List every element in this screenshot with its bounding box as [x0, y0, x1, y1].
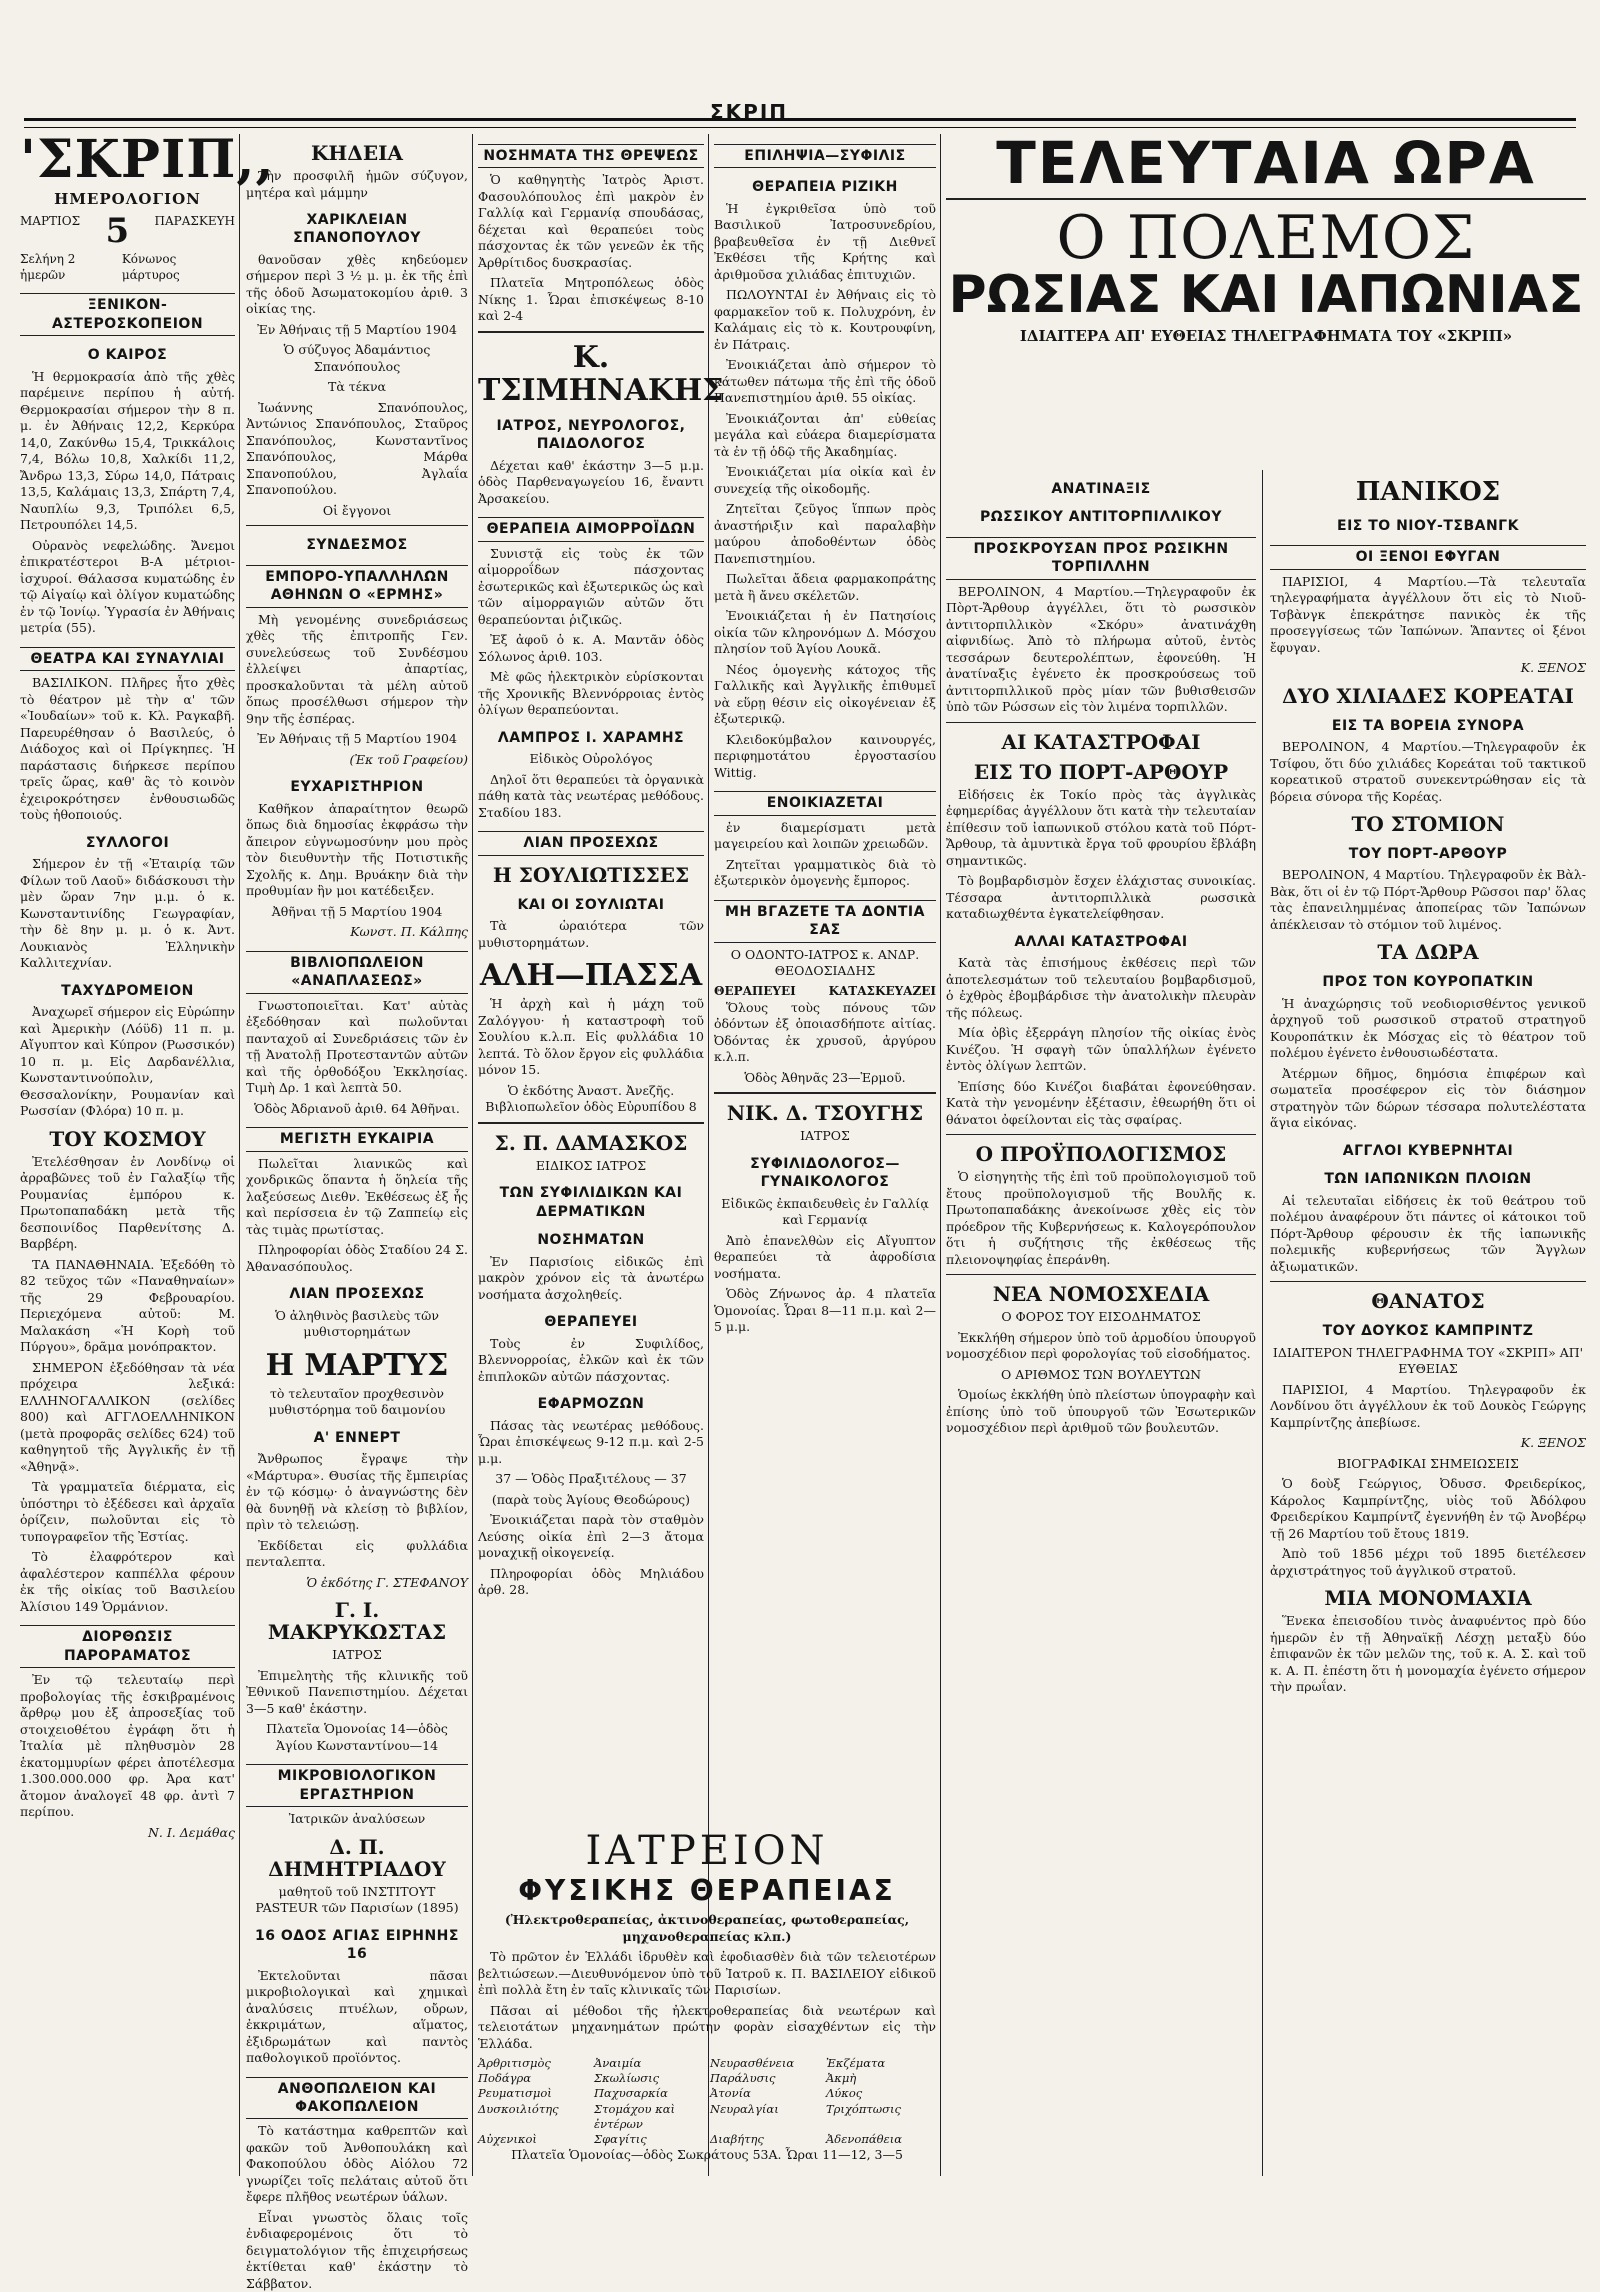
paragraph: Ἀπὸ ἐπανελθὼν εἰς Αἴγυπτον θεραπεύει τὰ ἀφροδίσια νοσήματα. — [714, 1232, 936, 1281]
section-subtitle: ΕΙΣ ΤΑ ΒΟΡΕΙΑ ΣΥΝΟΡΑ — [1331, 717, 1525, 734]
notice-grandchildren: Οἱ ἔγγονοι — [322, 502, 392, 518]
section-subtitle: ΤΟΥ ΠΟΡΤ-ΑΡΘΟΥΡ — [1348, 846, 1508, 862]
paragraph: θανοῦσαν χθὲς κηδεύομεν σήμερον περὶ 3 ½ μ. μ. ἐκ τῆς ἐπὶ τῆς ὁδοῦ Ἀσωματοκομίου ἀριθ. 3 οἰκίας της. — [246, 251, 468, 317]
section-subtitle: ΟΙ ΞΕΝΟΙ ΕΦΥΓΑΝ — [1270, 545, 1586, 569]
doctor-profession: ΙΑΤΡΟΣ, ΝΕΥΡΟΛΟΓΟΣ, ΠΑΙΔΟΛΟΓΟΣ — [496, 417, 686, 453]
doctor-profession: Εἰδικὸς Οὐρολόγος — [529, 751, 653, 767]
section-title: ΕΝΟΙΚΙΑΖΕΤΑΙ — [714, 791, 936, 815]
section-subtitle: Εἰδικῶς ἐκπαιδευθεὶς ἐν Γαλλίᾳ καὶ Γερμανίᾳ — [721, 1195, 929, 1228]
paragraph: ΠΩΛΟΥΝΤΑΙ ἐν Ἀθήναις εἰς τὸ φαρμακεῖον τοῦ κ. Πολυχρόνη, ἐν Καλάμαις εἰς τὸ κ. Κουτρουφίνη, ἐν Πάτραις. — [714, 287, 936, 352]
paragraph: Εἶναι γνωστὸς ὅλαις τοῖς ἐνδιαφερομένοις ὅτι τὸ δειγματολόγιον τῆς ἐπιχειρήσεως ἐκτίθεται καθ' ἑκάστην τὸ Σάββατον. — [246, 2209, 468, 2291]
paragraph: Πληροφορίαι ὁδὸς Σταδίου 24 Σ. Ἀθανασόπουλος. — [246, 1242, 468, 1274]
divider — [946, 1274, 1256, 1275]
section-subtitle: ΕΙΣ ΤΟ ΝΙΟΥ-ΤΣΒΑΝΓΚ — [1337, 517, 1519, 534]
section-title: ΕΦΑΡΜΟΖΩΝ — [537, 1396, 645, 1413]
paragraph: Ἐν τῷ τελευταίῳ περὶ προβολογίας τῆς ἐσκιβραμένοις ἄρθρῳ μου ἐξ ἀπροσεξίας τοῦ στοιχειοθέτου ἐγράφη ὅτι ἡ Ἰταλία μὲ πληθυσμὸν 28 ἑκατομμυρίων φέρει ἀποτέλεσμα 1.300.000.000 φρ. Ἀρα κατ' ἄτομον ἀναλογεῖ 48 φρ. ἀντὶ 7 περίπου. — [20, 1672, 235, 1820]
paragraph: Κατὰ τὰς ἐπισήμους ἐκθέσεις περὶ τῶν ἀποτελεσμάτων τοῦ τελευταίου βομβαρδισμοῦ, ὁ ἐχθρὸς ἐβομβάρδισε τὴν ἀνατολικὴν πλευρὰν τῆς πόλεως. — [946, 955, 1256, 1020]
paragraph: Ἐνοικιάζονται ἀπ' εὐθείας μεγάλα καὶ εὐάερα διαμερίσματα τὰ ἐν τῇ ὁδῷ τῆς Ἀκαδημίας. — [714, 410, 936, 459]
clinic-subtitle: ΦΥΣΙΚΗΣ ΘΕΡΑΠΕΙΑΣ — [518, 1874, 896, 1907]
paragraph: ἐν διαμερίσματι μετὰ μαγειρείου καὶ λοιπῶν χρειωδῶν. — [714, 819, 936, 852]
section-title: ΔΥΟ ΧΙΛΙΑΔΕΣ ΚΟΡΕΑΤΑΙ — [1282, 683, 1574, 708]
section-title: ΜΙΑ ΜΟΝΟΜΑΧΙΑ — [1324, 1586, 1532, 1611]
masthead-rule — [24, 118, 1576, 128]
column-1 — [20, 129, 275, 2174]
section-title: ΣΥΝΔΕΣΜΟΣ — [306, 537, 408, 554]
signature: Ὁ ἐκδότης Ἀναστ. Ἀνεζῆς. Βιβλιοπωλεῖον ὁδὸς Εὐρυπίδου 8 — [485, 1082, 697, 1115]
clinic-list-item: Παράλυσις — [710, 2071, 776, 2086]
paragraph: Ἐνοικιάζεται ἀπὸ σήμερον τὸ κάτωθεν πάτωμα τῆς ἐπὶ τῆς ὁδοῦ Πανεπιστημίου ἀριθ. 55 οἰκίας. — [714, 357, 936, 406]
section-title: ΣΥΛΛΟΓΟΙ — [85, 834, 170, 851]
clinic-list-item: Ἀρθριτισμὸς — [478, 2056, 551, 2070]
clinic-list-item: Ἀναιμία — [594, 2056, 642, 2070]
address: 16 ΟΔΟΣ ΑΓΙΑΣ ΕΙΡΗΝΗΣ 16 — [255, 1927, 459, 1963]
column-rule — [940, 134, 941, 2176]
headline: ΤΕΛΕΥΤΑΙΑ ΩΡΑ — [996, 129, 1536, 197]
clinic-list-item: Ἀδενοπάθεια — [826, 2131, 903, 2146]
paragraph: Ἡ ἀρχὴ καὶ ἡ μάχη τοῦ Ζαλόγγου· ἡ καταστροφὴ τοῦ Σουλίου κ.λ.π. Εἰς φυλλάδια 10 λεπτά. Τὸ ὅλον ἔργον εἰς φυλλάδια μόνον 15. — [478, 996, 704, 1078]
clinic-list-item: Σκωλίωσις — [594, 2071, 660, 2086]
masthead-name: ΣΚΡΙΠ — [710, 100, 788, 124]
book-title: Η ΜΑΡΤΥΣ — [265, 1347, 449, 1383]
clinic-list-item: Αὐχενικοὶ — [478, 2131, 537, 2146]
paragraph: Πληροφορίαι ὁδὸς Μηλιάδου ἀρθ. 28. — [478, 1565, 704, 1598]
paragraph: Ὅλους τοὺς πόνους τῶν ὀδόντων ἐξ ὁποιασδήποτε αἰτίας. Ὀδόντας ἐκ χρυσοῦ, ἀργύρου κ.λ.π. — [714, 999, 936, 1065]
paragraph: Ἐν Παρισίοις εἰδικῶς ἐπὶ μακρὸν χρόνον εἰς τὰ ἀνωτέρω νοσήματα ἀσχοληθείς. — [478, 1253, 704, 1302]
address: Πλατεῖα Ὁμονοίας 14—ὁδὸς Ἁγίου Κωνσταντίνου—14 — [266, 1721, 448, 1753]
clinic-list-item: Ποδάγρα — [478, 2071, 532, 2086]
paragraph: Πωλεῖται λιανικῶς καὶ χονδρικῶς ὅπαντα ἡ ὅηλεία τῆς λαξεύσεως Διεθν. Ἐκθέσεως ἐξ ἧς καὶ περίσσεια ἐν τῷ Ζαππείῳ εἰς τὰς τιμὰς πρωτίστας. — [246, 1155, 468, 1237]
paragraph: Τὸ βομβαρδισμὸν ἔσχεν ἐλάχιστας συνοικίας. Τέσσαρα ἀντιτορπιλλικὰ ρωσσικὰ καταδιωχθέντα ἐγκατελείφθησαν. — [946, 873, 1256, 922]
section-note: ΙΔΙΑΙΤΕΡΟΝ ΤΗΛΕΓΡΑΦΗΜΑ ΤΟΥ «ΣΚΡΙΠ» ΑΠ' ΕΥΘΕΙΑΣ — [1272, 1344, 1584, 1377]
divider — [714, 1092, 936, 1094]
section-title: ΤΟ ΣΤΟΜΙΟΝ — [1351, 812, 1505, 836]
notice-name: ΧΑΡΙΚΛΕΙΑΝ ΣΠΑΝΟΠΟΥΛΟΥ — [293, 212, 421, 247]
section-title: ΘΑΝΑΤΟΣ — [1371, 1289, 1485, 1314]
signature: Ὁ ἐκδότης Γ. ΣΤΕΦΑΝΟΥ — [306, 1574, 468, 1590]
paragraph: Μία ὀβὶς ἐξερράγη πλησίον τῆς οἰκίας ἐνὸς Κινέζου. Ἡ σφαγὴ τῶν ὑπαλλήλων ἐγένετο ἐντὸς ὀλίγων λεπτῶν. — [946, 1025, 1256, 1074]
paragraph: Ὁ καθηγητὴς Ἰατρὸς Ἀριστ. Φασουλόπουλος ἐπὶ μακρὸν ἐν Γαλλίᾳ καὶ Γερμανίᾳ σπουδάσας, δέχεται καὶ θεραπεύει τοὺς πάσχοντας ἐκ τῶν γενεῶν ἐκ τῆς Ἀρθρίτιδος δυσκρασίας. — [478, 172, 704, 270]
divider — [246, 525, 468, 526]
paragraph: Ἐξ ἀφοῦ ὁ κ. Α. Μαντᾶν ὁδὸς Σόλωνος ἀριθ. 103. — [478, 632, 704, 664]
paragraph: Καθῆκον ἀπαραίτητον θεωρῶ ὅπως διὰ δημοσίας ἐκφράσω τὴν ἄπειρον εὐγνωμοσύνην μου πρὸς τὸν διευθυντὴν τῆς Ποτιστικῆς Σχολῆς κ. Δημ. Βρυάκην διὰ τὴν προθυμίαν ἣν μοι κατέδειξεν. — [246, 800, 468, 899]
section-subtitle: ΠΡΟΣΚΡΟΥΣΑΝ ΠΡΟΣ ΡΩΣΙΚΗΝ ΤΟΡΠΙΛΛΗΝ — [946, 537, 1256, 580]
notice-date: Ἀθῆναι τῇ 5 Μαρτίου 1904 — [271, 903, 443, 919]
column-4 — [714, 134, 936, 1814]
paragraph: Ὁδὸς Ζήνωνος ἀρ. 4 πλατεῖα Ὁμονοίας. Ὧραι 8—11 π.μ. καὶ 2—5 μ.μ. — [714, 1286, 936, 1335]
doctor-name: ΝΙΚ. Δ. ΤΣΟΥΓΗΣ — [726, 1101, 924, 1126]
address: Ὁδὸς Ἀδριανοῦ ἀριθ. 64 Ἀθῆναι. — [254, 1100, 460, 1116]
clinic-address: Πλατεῖα Ὁμονοίας—ὁδὸς Σωκράτους 53Α. Ὧραι 11—12, 3—5 — [511, 2147, 903, 2163]
doctor-profession: ΙΑΤΡΟΣ — [332, 1647, 382, 1663]
section-title: ΑΙ ΚΑΤΑΣΤΡΟΦΑΙ — [1001, 729, 1201, 754]
section-subtitle: ΠΡΟΣ ΤΟΝ ΚΟΥΡΟΠΑΤΚΙΝ — [1322, 974, 1534, 991]
paragraph: Νέος ὁμογενὴς κάτοχος τῆς Γαλλικῆς καὶ Ἀγγλικῆς ἐπιθυμεῖ νὰ εὕρῃ θέσιν εἰς οἰκογένειαν ἐξ ἐξωτερικῷ. — [714, 661, 936, 727]
paragraph: Γνωστοποιεῖται. Κατ' αὐτὰς ἐξεδόθησαν καὶ πωλοῦνται πανταχοῦ αἱ Συνεδριάσεις τῶν ἐν τῇ Ἀνατολῇ Προτεσταντῶν αὐτῶν καὶ τῆς ὀρθοδόξου Ἐκκλησίας. Τιμὴ Δρ. 1 καὶ λεπτὰ 50. — [246, 997, 468, 1096]
paragraph: Ἐκκλήθη σήμερον ὑπὸ τοῦ ἀρμοδίου ὑπουργοῦ νομοσχέδιον περὶ φορολογίας τοῦ εἰσοδήματος. — [946, 1329, 1256, 1362]
signature: Ν. Ι. Δεμάθας — [147, 1824, 235, 1840]
address-note: (παρὰ τοὺς Ἁγίους Θεοδώρους) — [491, 1491, 691, 1507]
paragraph: Πάσας τὰς νεωτέρας μεθόδους. Ὧραι ἐπισκέψεως 9-12 π.μ. καὶ 2-5 μ.μ. — [478, 1417, 704, 1466]
divider — [946, 722, 1256, 723]
section-subtitle: ΘΕΡΑΠΕΙΑ ΡΙΖΙΚΗ — [752, 179, 898, 196]
clinic-list-item: Σφαγίτις — [594, 2131, 647, 2146]
clinic-list-item: Διαβήτης — [710, 2131, 764, 2146]
section-title: ΝΕΑ ΝΟΜΟΣΧΕΔΙΑ — [992, 1282, 1210, 1307]
paragraph: Ἀναχωρεῖ σήμερον εἰς Εὐρώπην καὶ Ἀμερικὴν (Λόϋδ) 11 π. μ. Αἴγυπτον καὶ Κύπρον (Ρωσσικόν) 10 π. μ. Εἰς Δαρδανέλλια, Κωνσταντινούπολιν, Θεσσαλονίκην, Ρουμανίαν καὶ Ρωσσίαν (Φλόρα) 10 π. μ. — [20, 1004, 235, 1119]
column-rule — [239, 134, 240, 2176]
notice-spouse: Ὁ σύζυγος Ἀδαμάντιος Σπανόπουλος — [283, 342, 431, 374]
author-name: Α' ΕΝΝΕΡΤ — [313, 1429, 401, 1446]
book-title: ΑΛΗ—ΠΑΣΣΑ — [479, 958, 703, 994]
section-title: ΜΙΚΡΟΒΙΟΛΟΓΙΚΟΝ ΕΡΓΑΣΤΗΡΙΟΝ — [246, 1764, 468, 1807]
lab-name: Δ. Π. ΔΗΜΗΤΡΙΑΔΟΥ — [268, 1834, 446, 1881]
paragraph: Ἐκδίδεται εἰς φυλλάδια πενταλεπτα. — [246, 1537, 468, 1570]
paragraph: ΒΕΡΟΛΙΝΟΝ, 4 Μαρτίου. Τηλεγραφοῦν ἐκ Βὰλ-Βὰκ, ὅτι οἱ ἐν τῷ Πόρτ-Ἄρθουρ Ρῶσσοι παρ' ὅλας τὰς ἐπανειλημμένας ἀποπείρας τῶν Ἰαπώνων ἀπέκλεισαν τὸ στόμιον τοῦ λιμένος. — [1270, 867, 1586, 932]
clinic-disease-list — [478, 2056, 936, 2147]
section-subtitle: Ο ΟΔΟΝΤΟ-ΙΑΤΡΟΣ κ. ΑΝΔΡ. ΘΕΟΔΟΣΙΑΔΗΣ — [730, 946, 920, 979]
clinic-list-item: Τριχόπτωσις — [826, 2101, 901, 2116]
signature: (Ἐκ τοῦ Γραφείου) — [349, 751, 468, 767]
paragraph: Ἡ ἀναχώρησις τοῦ νεοδιορισθέντος γενικοῦ ἀρχηγοῦ τοῦ ρωσσικοῦ στρατοῦ στρατηγοῦ Κουροπάτκιν ἐκ Μόσχας εἰς τὸ θέατρον τοῦ πολέμου ἐγένετο ἐνθουσιωδέστατα. — [1270, 995, 1586, 1061]
paragraph: Ἐνοικιάζεται ἡ ἐν Πατησίοις οἰκία τῶν κληρονόμων Δ. Μόσχου πλησίον τοῦ Ἁγίου Λουκᾶ. — [714, 608, 936, 657]
paragraph: ΤΑ ΠΑΝΑΘΗΝΑΙΑ. Ἐξεδόθη τὸ 82 τεῦχος τῶν «Παναθηναίων» τῆς 29 Φεβρουαρίου. Περιεχόμενα αὐτοῦ: Μ. Μαλακάση «Ἡ Κορὴ τοῦ Πύργου», δρᾶμα μονόπρακτον. — [20, 1256, 235, 1355]
paragraph: Ὁ ἀληθινὸς βασιλεὺς τῶν μυθιστορημάτων — [275, 1307, 439, 1340]
paragraph: Ἐπίσης δύο Κινέζοι διαβάται ἐφονεύθησαν. Κατὰ τὴν γενομένην ἐξέτασιν, ἐθεωρήθη ὅτι οἱ θάνατοι ὀφείλονται εἰς τὰς σφαίρας. — [946, 1078, 1256, 1127]
section-title-large: ΤΟΥ ΚΟΣΜΟΥ — [49, 1126, 206, 1151]
paragraph: Ἐπιμελητὴς τῆς κλινικῆς τοῦ Ἐθνικοῦ Πανεπιστημίου. Δέχεται 3—5 καθ' ἑκάστην. — [246, 1667, 468, 1716]
calendar-title: ΗΜΕΡΟΛΟΓΙΟΝ — [54, 190, 201, 208]
paragraph: Ἐτελέσθησαν ἐν Λονδίνῳ οἱ ἀρραβῶνες τοῦ ἐν Γαλαξίῳ τῆς Ρουμανίας ἐμπόρου κ. Πρωτοπαπαδάκη μετὰ τῆς δεσποινίδος Παρθενίτσης Δ. Βαρβέρη. — [20, 1153, 235, 1252]
war-headline-1: Ο ΠΟΛΕΜΟΣ — [1056, 203, 1476, 273]
column-5a — [946, 470, 1256, 2170]
paragraph: τὸ τελευταῖον προχθεσινὸν μυθιστόρημα τοῦ δαιμονίου — [268, 1385, 446, 1418]
section-title: ΑΛΛΑΙ ΚΑΤΑΣΤΡΟΦΑΙ — [1014, 933, 1188, 950]
column-rule — [1262, 470, 1263, 2176]
doctor-profession: ΕΙΔΙΚΟΣ ΙΑΤΡΟΣ — [535, 1157, 647, 1173]
section-subtitle: Ο ΑΡΙΘΜΟΣ ΤΩΝ ΒΟΥΛΕΥΤΩΝ — [1000, 1366, 1202, 1382]
moon: Σελήνη 2 ἡμερῶν — [20, 251, 76, 282]
paragraph: Σήμερον ἐν τῇ «Ἑταιρίᾳ τῶν Φίλων τοῦ Λαοῦ» διδάσκουσι τὴν μὲν ὥραν 7ην μ.μ. ὁ κ. Κωνσταντινίδης Γεωγραφίαν, τὴν δὲ 8ην μ. μ. ὁ κ. Ἀντ. Λουκιανὸς Ἑλληνικὴν Καλλιτεχνίαν. — [20, 856, 235, 971]
paragraph: Αἱ τελευταῖαι εἰδήσεις ἐκ τοῦ θεάτρου τοῦ πολέμου ἀναφέρουν ὅτι πάντες οἱ κάτοικοι τοῦ Πόρτ-Ἄρθουρ φέρουσιν ἐκ τῆς ἰαπωνικῆς πολεμικῆς κυβερνήσεως τῶν Ἄγγλων ἀξιωματικῶν. — [1270, 1192, 1586, 1274]
paragraph: ΒΑΣΙΛΙΚΟΝ. Πλῆρες ἦτο χθὲς τὸ θέατρον μὲ τὴν α' τῶν «Ἰουδαίων» τοῦ κ. Κλ. Ραγκαβῆ. Παρευρέθησαν ὁ Βασιλεύς, ὁ Διάδοχος καὶ οἱ Πρίγκηπες. Ἡ παράστασις διήρκεσε περίπου τρεῖς ὥρας, καθ' ἃς τὸ κοινὸν ἐχειροκρότησεν ἐνθουσιωδῶς τοὺς ἠθοποιούς. — [20, 675, 235, 823]
saint: Κόνωνος μάρτυρος — [121, 251, 180, 282]
clinic-title: ΙΑΤΡΕΙΟΝ — [585, 1828, 829, 1874]
section-title: ΠΑΝΙΚΟΣ — [1355, 477, 1501, 507]
paragraph: Δηλοῖ ὅτι θεραπεύει τὰ ὀργανικὰ πάθη κατὰ τὰς νεωτέρας μεθόδους. Σταδίου 183. — [478, 771, 704, 820]
column-5b — [1270, 470, 1586, 2170]
section-title: ΒΙΒΛΙΟΠΩΛΕΙΟΝ «ΑΝΑΠΛΑΣΕΩΣ» — [246, 951, 468, 994]
clinic-types: (Ἠλεκτροθεραπείας, ἀκτινοθεραπείας, φωτοθεραπείας, μηχανοθεραπείας κλπ.) — [504, 1912, 910, 1944]
paragraph: Τὸ πρῶτον ἐν Ἑλλάδι ἱδρυθὲν καὶ ἐφοδιασθὲν διὰ τῶν τελειοτέρων βελτιώσεων.—Διευθυνόμενον ὑπὸ τοῦ Ἰατροῦ κ. Π. ΒΑΣΙΛΕΙΟΥ εἰδικοῦ ἐπὶ πολλὰ ἔτη ἐν ταῖς κλινικαῖς τῶν Παρισίων. — [478, 1949, 936, 1997]
divider — [478, 331, 704, 333]
section-subtitle: ΕΙΣ ΤΟ ΠΟΡΤ-ΑΡΘΟΥΡ — [973, 759, 1229, 784]
doctor-profession: ΙΑΤΡΟΣ — [800, 1128, 850, 1144]
paragraph: Μὴ γενομένης συνεδριάσεως χθὲς τῆς ἐπιτροπῆς Γεν. συνελεύσεως τοῦ Συνδέσμου ἐλλείψει ἀπαρτίας, προσκαλοῦνται τὰ μέλη αὐτοῦ ὅπως προσέλθωσι σήμερον τὴν 9ην τῆς ἑσπέρας. — [246, 611, 468, 726]
paragraph: Τὰ γραμματεῖα διέρματα, εἰς ὑπόστηρι τὸ ἐξέδεσει καὶ ἀρχαῖα ὁρίζειν, πωλοῦνται εἰς τὸ τυπογραφεῖον τῆς Ἐστίας. — [20, 1479, 235, 1544]
header-left: ΘΕΡΑΠΕΥΕΙ — [714, 983, 796, 998]
clinic-list-item: Ἀτονία — [710, 2086, 751, 2101]
paragraph: Ἕνεκα ἐπεισοδίου τινὸς ἀναφυέντος πρὸ δύο ἡμερῶν ἐν τῇ Ἀθηναϊκῇ Λέσχῃ μεταξὺ δύο ἐπιφανῶν ἐκ τῶν μελῶν της, τοῦ κ. Α. Σ. καὶ τοῦ κ. Α. Π. ἐπέστη ὅτι ἡ μονομαχία ἐγένετο σήμερον τὴν πρωΐαν. — [1270, 1613, 1586, 1695]
clinic-list-item: Ἀκμὴ — [826, 2071, 857, 2086]
section-subtitle: ΝΟΣΗΜΑΤΩΝ — [537, 1232, 645, 1249]
section-title: ΑΓΓΛΟΙ ΚΥΒΕΡΝΗΤΑΙ — [1342, 1142, 1514, 1159]
paragraph: ΒΕΡΟΛΙΝΟΝ, 4 Μαρτίου.—Τηλεγραφοῦν ἐκ Πὸρτ-Ἄρθουρ ἀγγέλλει, ὅτι τὸ ρωσσικὸν ἀντιτορπιλλικὸν «Σκόρυ» ἀνατινάχθη αἰφνιδίως. Ἀπὸ τὸ πλήρωμα αὐτοῦ, ἐντὸς τεσσάρων δευτερολέπτων, ἐφονεύθη. Ἡ ἀνατίναξις ἐγένετο ἐκ προσκρούσεως τοῦ ἀντιτορπιλλικοῦ πρὸς μίαν τῶν βυθισθεισῶν ὑπὸ τῶν Ρώσσων εἰς τὸν λιμένα τορπιλλῶν. — [946, 583, 1256, 715]
section-title: ΔΙΟΡΘΩΣΙΣ ΠΑΡΟΡΑΜΑΤΟΣ — [20, 1625, 235, 1668]
section-subtitle: ΡΩΣΣΙΚΟΥ ΑΝΤΙΤΟΡΠΙΛΛΙΚΟΥ — [980, 509, 1222, 526]
paragraph: Ὁμοίως ἐκκλήθη ὑπὸ πλείστων ὑπογραφὴν καὶ ἐπίσης ὑπὸ τοῦ ὑπουργοῦ τῶν Ἐσωτερικῶν νομοσχέδιον περὶ ἀριθμοῦ τῶν βουλευτῶν. — [946, 1387, 1256, 1436]
paragraph: Πωλεῖται ἄδεια φαρμακοπράτης μετὰ ἢ ἄνευ σκέλετῶν. — [714, 571, 936, 603]
section-title: ΤΑ ΔΩΡΑ — [1377, 940, 1479, 965]
section-title: ΑΝΑΤΙΝΑΞΙΣ — [1051, 481, 1151, 497]
section-title: ΛΙΑΝ ΠΡΟΣΕΧΩΣ — [478, 831, 704, 855]
two-headers — [714, 984, 936, 1000]
section-title: ΤΩΝ ΣΥΦΙΛΙΔΙΚΩΝ ΚΑΙ ΔΕΡΜΑΤΙΚΩΝ — [499, 1185, 683, 1220]
signature: Κωνστ. Π. Κάλπης — [350, 924, 468, 940]
paragraph: ΒΕΡΟΛΙΝΟΝ, 4 Μαρτίου.—Τηλεγραφοῦν ἐκ Τσίφου, ὅτι δύο χιλιάδες Κορεάται τοῦ τακτικοῦ κορεατικοῦ στρατοῦ συνεκεντρώθησαν εἰς τὰ βόρεια σύνορα τῆς Κορέας. — [1270, 739, 1586, 804]
dateline-2 — [20, 252, 235, 284]
paragraph: Ἡ ἐγκριθεῖσα ὑπὸ τοῦ Βασιλικοῦ Ἰατροσυνεδρίου, βραβευθεῖσα ἐν τῇ Διεθνεῖ Ἐκθέσει τῆς Κρήτης καὶ ἀριθμοῦσα χιλιάδας ἐπιτυχιῶν. — [714, 200, 936, 282]
notice-children-label: Τὰ τέκνα — [328, 379, 386, 395]
signature: Κ. ΞΕΝΟΣ — [1520, 1435, 1586, 1451]
section-title: Ο ΠΡΟΫΠΟΛΟΓΙΣΜΟΣ — [975, 1142, 1227, 1167]
notice-date: Ἐν Ἀθήναις τῇ 5 Μαρτίου 1904 — [257, 321, 457, 337]
paragraph: Εἰδήσεις ἐκ Τοκίο πρὸς τὰς ἀγγλικὰς ἐφημερίδας ἀγγέλλουν ὅτι κατὰ τὴν τελευταίαν ἐπίθεσιν τοῦ ἰαπωνικοῦ στόλου κατὰ τοῦ Πόρτ-Ἄρθουρ, τὰ ἀμυντικὰ ἔργα τοῦ φρουρίου ἔβλάβη σημαντικῶς. — [946, 786, 1256, 868]
column-3 — [478, 134, 724, 1814]
column-rule — [472, 134, 473, 2176]
paragraph: Τὰ ὡραιότερα τῶν μυθιστορημάτων. — [478, 918, 704, 950]
signature: Κ. ΞΕΝΟΣ — [1520, 660, 1586, 676]
dateline — [20, 210, 235, 251]
brand-title: 'ΣΚΡΙΠ,, — [20, 129, 275, 190]
section-subtitle: Ο ΚΑΙΡΟΣ — [87, 347, 168, 364]
section-title: ΜΕΓΙΣΤΗ ΕΥΚΑΙΡΙΑ — [246, 1127, 468, 1151]
clinic-list-item: Νευρασθένεια — [710, 2056, 795, 2070]
section-title: ΘΕΡΑΠΕΥΕΙ — [544, 1314, 638, 1331]
doctor-name: ΛΑΜΠΡΟΣ Ι. ΧΑΡΑΜΗΣ — [497, 729, 685, 746]
paragraph: μαθητοῦ τοῦ ΙΝΣΤΙΤΟΥΤ PASTEUR τῶν Παρισίων (1895) — [255, 1883, 459, 1916]
paragraph: Δέχεται καθ' ἑκάστην 3—5 μ.μ. ὁδὸς Παρθεναγωγείου 16, ἔναντι Ἀρσακείου. — [478, 457, 704, 506]
notice-date: Ἐν Ἀθήναις τῇ 5 Μαρτίου 1904 — [257, 731, 457, 747]
section-title: ΜΗ ΒΓΑΖΕΤΕ ΤΑ ΔΟΝΤΙΑ ΣΑΣ — [714, 900, 936, 943]
weekday: ΠΑΡΑΣΚΕΥΗ — [154, 213, 235, 228]
paragraph: Συνιστᾷ εἰς τοὺς ἐκ τῶν αἱμορροΐδων πάσχοντας ἐσωτερικῶς καὶ ἐξωτερικῶς ὡς καὶ τῶν αἱμορραγιῶν αὐτῶν ὅτι θεραπεύονται ῥιζικῶς. — [478, 545, 704, 627]
section-title: ΣΥΦΙΛΙΔΟΛΟΓΟΣ—ΓΥΝΑΙΚΟΛΟΓΟΣ — [750, 1155, 900, 1191]
section-title: ΤΑΧΥΔΡΟΜΕΙΟΝ — [61, 982, 194, 999]
paragraph: Ἐνοικιάζεται μία οἰκία καὶ ἐν συνεχείᾳ τῆς οἰκοδομῆς. — [714, 464, 936, 496]
paragraph: Ἀτέρμων δῆμος, δημόσια ἐπιφέρων καὶ σωματεῖα προσέφερον εἰς τὸν διάσημον στρατηγὸν τῶν δώρων τέσσαρα πολυτελέστατα ἅγια εἰκόνας. — [1270, 1065, 1586, 1131]
section-title: ΕΠΙΛΗΨΙΑ—ΣΥΦΙΛΙΣ — [714, 144, 936, 168]
clinic-list-item: Παχυσαρκία — [594, 2086, 668, 2101]
clinic-list-item: Ρευματισμοὶ — [478, 2086, 552, 2101]
doctor-name: Κ. ΤΣΙΜΗΝΑΚΗΣ — [478, 339, 724, 408]
clinic-ad-body — [478, 1912, 936, 2168]
paragraph: Κλειδοκύμβαλον καινουργές, περιφημοτάτου ἐργοστασίου Wittig. — [714, 731, 936, 780]
paragraph: Ἀπὸ τοῦ 1856 μέχρι τοῦ 1895 διετέλεσεν ἀρχιστράτηγος τοῦ ἀγγλικοῦ στρατοῦ. — [1270, 1546, 1586, 1578]
paragraph: ΠΑΡΙΣΙΟΙ, 4 Μαρτίου.—Τὰ τελευταῖα τηλεγραφήματα ἀγγέλλουν ὅτι εἰς τὸ Νιοῦ-Τσβὰνγκ ἐπεκράτησε πανικὸς ἐκ τῆς προσεγγίσεως τῶν Ἰαπώνων. Ἅπαντες οἱ ξένοι ἔφυγαν. — [1270, 573, 1586, 655]
paragraph: Οὐρανὸς νεφελώδης. Ἄνεμοι ἐπικρατέστεροι Β-Α μέτριοι-ἰσχυροί. Θάλασσα κυματώδης ἐν τῷ Αἰγαίῳ καὶ ὀλίγον κυματώδης ἐν τῷ Ἰονίῳ. Ὑγρασία ἐν Ἀθήναις μετρία (55). — [20, 537, 235, 636]
book-title: Η ΣΟΥΛΙΩΤΙΣΣΕΣ — [492, 862, 690, 887]
paragraph: Ὁ εἰσηγητὴς τῆς ἐπὶ τοῦ προϋπολογισμοῦ τοῦ ἔτους προϋπολογισμοῦ τῆς Βουλῆς κ. Πρωτοπαπαδάκης ἀνεκοίνωσε χθὲς εἰς τὸν πρόεδρον τῆς Κυβερνήσεως κ. Καλογερόπουλον ὅτι ἡ συζήτησις τῆς ἐκθέσεως τῆς πλειονοψηφίας ἐπεράνθη. — [946, 1169, 1256, 1267]
paragraph: ΣΗΜΕΡΟΝ ἐξεδόθησαν τὰ νέα πρόχειρα λεξικά: ΕΛΛΗΝΟΓΑΛΛΙΚΟΝ (σελίδες 800) καὶ ΑΓΓΛΟΕΛΛΗΝΙΚΟΝ (μετὰ προφορᾶς σελίδες 624) τοῦ καθηγητοῦ τῆς Ἀγγλικῆς ἐν τῇ «Ἀθηνᾷ». — [20, 1359, 235, 1474]
clinic-list-item: Δυσκοιλιότης — [478, 2101, 559, 2116]
clinic-ad-title — [478, 1828, 936, 1907]
paragraph: Τὴν προσφιλῆ ἡμῶν σύζυγον, μητέρα καὶ μάμμην — [246, 168, 468, 200]
section-subtitle: ΤΩΝ ΙΑΠΩΝΙΚΩΝ ΠΛΟΙΩΝ — [1324, 1171, 1532, 1188]
paragraph: Μὲ φῶς ἠλεκτρικὸν εὑρίσκονται τῆς Χρονικῆς Βλεννόρροιας ἐντὸς ὀλίγων θεραπεύονται. — [478, 669, 704, 718]
paragraph: Τὸ ἐλαφρότερον καὶ ἀφαλέστερον καππέλλα φέρουν ἐκ τῆς οἰκίας τοῦ Βασιλείου Ἀλίσιου 149 Ὁρμάνιον. — [20, 1549, 235, 1614]
paragraph: Πᾶσαι αἱ μέθοδοι τῆς ἠλεκτροθεραπείας διὰ νεωτέρων καὶ τελειοτάτων μηχανημάτων πρώτην φορὰν εἰσαχθέντων εἰς τὴν Ἑλλάδα. — [478, 2002, 936, 2051]
address: 37 — Ὁδὸς Πραξιτέλους — 37 — [495, 1471, 687, 1487]
doctor-name: Σ. Π. ΔΑΜΑΣΚΟΣ — [494, 1130, 688, 1155]
section-title: ΛΙΑΝ ΠΡΟΣΕΧΩΣ — [289, 1286, 425, 1303]
doctor-name: Γ. Ι. ΜΑΚΡΥΚΩΣΤΑΣ — [267, 1598, 447, 1645]
war-headline-2: ΡΩΣΙΑΣ ΚΑΙ ΙΑΠΩΝΙΑΣ — [948, 265, 1584, 325]
section-subtitle: ΤΟΥ ΔΟΥΚΟΣ ΚΑΜΠΡΙΝΤΖ — [1322, 1323, 1534, 1340]
day-number: 5 — [105, 210, 130, 251]
paragraph: Ἰωάννης Σπανόπουλος, Ἀντώνιος Σπανόπουλος, Σταῦρος Σπανόπουλος, Κωνσταντῖνος Σπανόπουλος, Μάρθα Σπανοπούλου, Ἀγλαΐα Σπανοπούλου. — [246, 399, 468, 498]
paragraph: Ἡ θερμοκρασία ἀπὸ τῆς χθὲς παρέμεινε περίπου ἡ αὐτή. Θερμοκρασίαι σήμερον τὴν 8 π. μ. ἐν Ἀθήναις 12,2, Κερκύρα 14,0, Ζακύνθω 15,4, Τρικκάλοις 7,4, Βόλω 10,8, Χαλκίδι 11,2, Ἄνδρω 13,3, Σύρω 14,0, Πάτραις 13,5, Καλάμαις 13,3, Σπάρτη 7,4, Ναυπλίω 9,3, Τριπόλει 6,5, Πετρουπόλει 14,5. — [20, 368, 235, 533]
clinic-list-item: Λύκος — [826, 2086, 863, 2101]
divider — [946, 1134, 1256, 1135]
paragraph: Ἐκτελοῦνται πᾶσαι μικροβιολογικαὶ καὶ χημικαὶ ἀναλύσεις πτυέλων, οὔρων, ἐκκριμάτων, αἵματος, ἐξιδρωμάτων καὶ παντὸς παθολογικοῦ προϊόντος. — [246, 1967, 468, 2066]
divider — [1270, 1281, 1586, 1282]
column-5-header — [946, 129, 1586, 464]
paragraph: Τὸ κατάστημα καθρεπτῶν καὶ φακῶν τοῦ Ἀνθοπουλάκη καὶ Φακοπούλου ὁδὸς Αἰόλου 72 γνωρίζει τοῖς πελάταις αὐτοῦ ὅτι ἔφερε πλῆθος νεωτέρων ὑάλων. — [246, 2123, 468, 2205]
divider — [478, 1122, 704, 1124]
paragraph: Ζητεῖται γραμματικὸς διὰ τὸ ἐξωτερικὸν ὁμογενὴς ἔμπορος. — [714, 856, 936, 889]
address: Ὁδὸς Ἀθηνᾶς 23—Ἑρμοῦ. — [744, 1069, 906, 1085]
notice-title: ΚΗΔΕΙΑ — [311, 141, 403, 165]
paragraph: ΠΑΡΙΣΙΟΙ, 4 Μαρτίου. Τηλεγραφοῦν ἐκ Λονδίνου ὅτι ἀγγέλλουν ἐκ τοῦ Δουκὸς Γεώργης Καμπρίντζης ἀπεβίωσε. — [1270, 1381, 1586, 1430]
section-title: ΝΟΣΗΜΑΤΑ ΤΗΣ ΘΡΕΨΕΩΣ — [478, 144, 704, 168]
paragraph: Ἐνοικιάζεται παρὰ τὸν σταθμὸν Λεύσης οἰκία ἐπὶ 2—3 ἄτομα μοναχικῇ οἰκογενείᾳ. — [478, 1512, 704, 1561]
paragraph: Πλατεῖα Μητροπόλεως ὁδὸς Νίκης 1. Ὧραι ἐπισκέψεως 8-10 καὶ 2-4 — [478, 275, 704, 324]
clinic-list-item: Νευραλγίαι — [710, 2101, 779, 2116]
column-2 — [246, 134, 468, 2291]
paragraph: Ἄνθρωπος ἔγραψε τὴν «Μάρτυρα». Θυσίας τῆς ἔμπειρίας ἐν τῷ κόσμῳ· ὁ ἀναγνώστης δὲν θὰ δυνηθῇ νὰ κλείσῃ τὸ βιβλίον, πρὶν τὸ τελειώσῃ. — [246, 1451, 468, 1533]
divider — [946, 198, 1586, 200]
section-title: ΘΕΑΤΡΑ ΚΑΙ ΣΥΝΑΥΛΙΑΙ — [20, 647, 235, 671]
book-subtitle: ΚΑΙ ΟΙ ΣΟΥΛΙΩΤΑΙ — [517, 896, 665, 913]
section-title: ΞΕΝΙΚΟΝ-ΑΣΤΕΡΟΣΚΟΠΕΙΟΝ — [20, 293, 235, 336]
section-subtitle: Ἰατρικῶν ἀναλύσεων — [288, 1811, 426, 1827]
paragraph: Ὁ δοὺξ Γεώργιος, Ὀδυσσ. Φρειδερίκος, Κάρολος Καμπρίντζης, υἱὸς τοῦ Ἀδόλφου Φρειδερίκου Καμπρίντζ ἐγεννήθη ἐν τῷ Ἀνοβέρῳ τῇ 26 Μαρτίου τοῦ ἔτους 1819. — [1270, 1476, 1586, 1541]
section-title: ΑΝΘΟΠΩΛΕΙΟΝ ΚΑΙ ΦΑΚΟΠΩΛΕΙΟΝ — [246, 2077, 468, 2120]
paragraph: Ζητεῖται ζεῦγος ἵππων πρὸς ἀναστήριξιν καὶ παραλαβὴν μαύρου ἀποδοθέντων ὁδὸς Πανεπιστημίου. — [714, 501, 936, 566]
section-subtitle: ΒΙΟΓΡΑΦΙΚΑΙ ΣΗΜΕΙΩΣΕΙΣ — [1337, 1455, 1519, 1471]
section-subtitle: Ο ΦΟΡΟΣ ΤΟΥ ΕΙΣΟΔΗΜΑΤΟΣ — [1001, 1309, 1201, 1325]
section-title: ΕΥΧΑΡΙΣΤΗΡΙΟΝ — [290, 779, 424, 796]
header-right: ΚΑΤΑΣΚΕΥΑΖΕΙ — [828, 983, 936, 998]
section-subtitle: ΕΜΠΟΡΟ-ΥΠΑΛΛΗΛΩΝ ΑΘΗΝΩΝ Ο «ΕΡΜΗΣ» — [246, 565, 468, 608]
clinic-list-item: Στομάχου καὶ ἐντέρων — [594, 2101, 676, 2131]
paragraph: Τοὺς ἐν Συφιλίδος, Βλεννορροίας, ἑλκῶν καὶ ἐκ τῶν ἐπιπλοκῶν αὐτῶν πάσχοντας. — [478, 1335, 704, 1384]
clinic-list-item: Ἐκζέματα — [826, 2056, 886, 2070]
war-headline-3: ΙΔΙΑΙΤΕΡΑ ΑΠ' ΕΥΘΕΙΑΣ ΤΗΛΕΓΡΑΦΗΜΑΤΑ ΤΟΥ «ΣΚΡΙΠ» — [1019, 326, 1513, 345]
month: ΜΑΡΤΙΟΣ — [20, 213, 81, 228]
section-title: ΘΕΡΑΠΕΙΑ ΑΙΜΟΡΡΟΪΔΩΝ — [478, 517, 704, 541]
